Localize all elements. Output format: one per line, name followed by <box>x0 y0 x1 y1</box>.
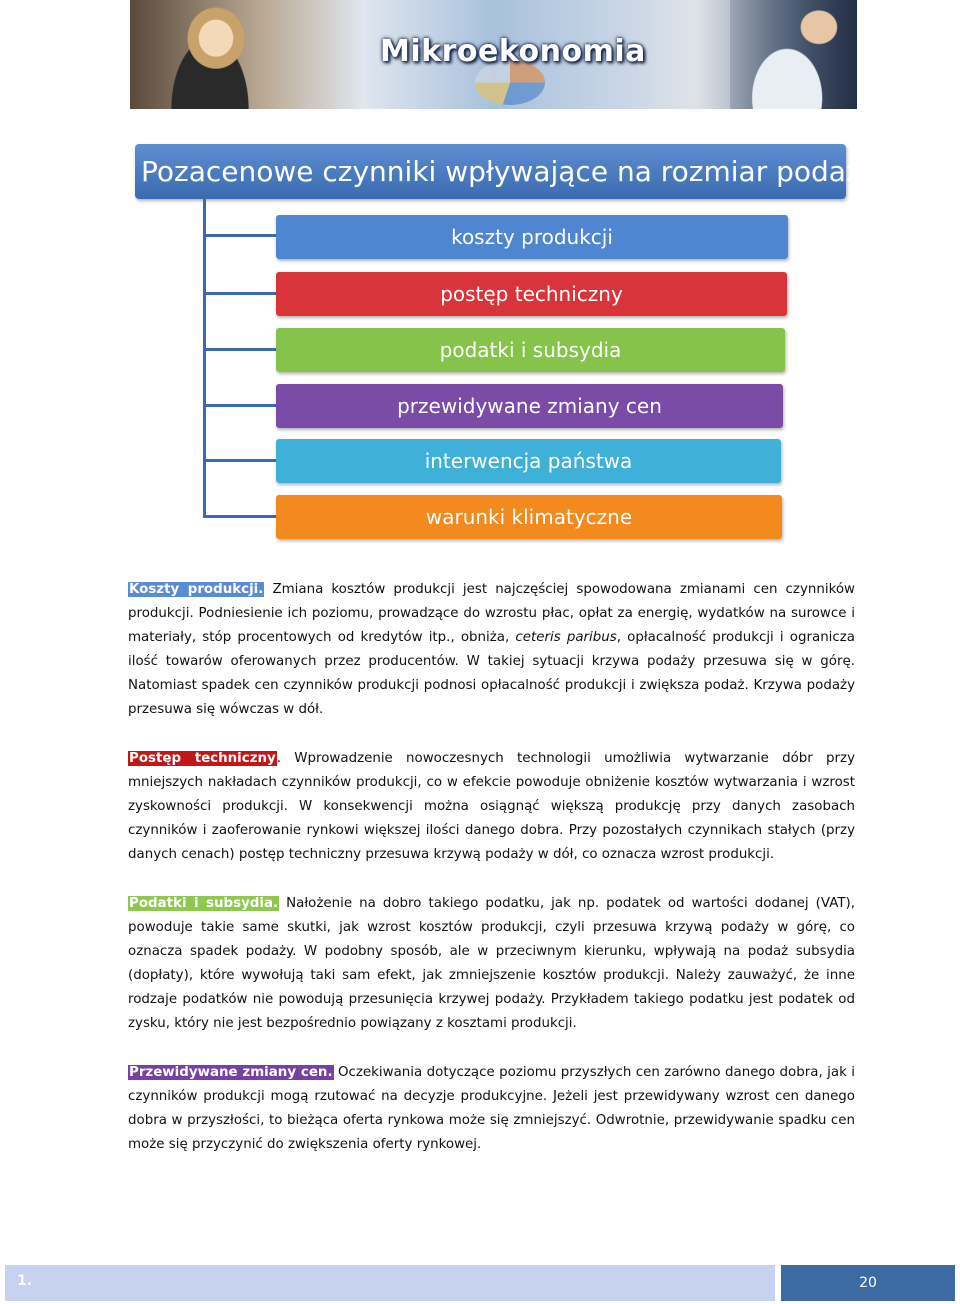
paragraph-text: Oczekiwania dotyczące poziomu przyszłych cen zarówno danego dobra, jak i czynników produkcji mogą rzutować na decyzje produkcyjne. Jeżeli jest przewidywany wzrost cen danego dobra w przyszłości, to bieżąca oferta rynkowa może się zmniejszyć. Odwrotnie, przewidywanie spadku cen może się przyczynić do zwiększenia oferty rynkowej. <box>128 1065 856 1153</box>
diagram-connector-trunk <box>203 199 206 518</box>
heading-podatki-subsydia: Podatki i subsydia. <box>129 896 279 911</box>
diagram-item-zmiany-cen: przewidywane zmiany cen <box>276 384 783 428</box>
heading-koszty-produkcji: Koszty produkcji. <box>129 582 264 597</box>
paragraph-koszty-produkcji <box>128 578 855 723</box>
footer-section-number: 1. <box>17 1273 33 1289</box>
diagram-connector <box>203 404 277 407</box>
diagram-item-koszty: koszty produkcji <box>276 215 788 259</box>
heading-postep-techniczny: Postęp techniczny <box>129 751 276 766</box>
banner-title: Mikroekonomia <box>380 34 646 69</box>
diagram-connector <box>203 348 277 351</box>
banner-photo-man <box>730 0 857 109</box>
diagram-item-postep: postęp techniczny <box>276 272 787 316</box>
diagram-item-podatki: podatki i subsydia <box>276 328 785 372</box>
diagram-connector <box>203 234 277 237</box>
page-number: 20 <box>781 1265 955 1301</box>
banner-photo-woman <box>150 0 270 109</box>
paragraph-text: . Wprowadzenie nowoczesnych technologii umożliwia wytwarzanie dóbr przy mniejszych nakładach czynników produkcji, co w efekcie powoduje obniżenie kosztów wytwarzania i wzrost zyskowności produkcji. W konsekwencji można osiągnąć większą produkcję przy danych zasobach czynników i zaoferowanie rynkowi większej ilości danego dobra. Przy pozostałych czynnikach stałych (przy danych cenach) postęp techniczny przesuwa krzywą podaży w dół, co oznacza wzrost produkcji. <box>128 751 855 863</box>
diagram-connector <box>203 292 277 295</box>
heading-przewidywane-zmiany: Przewidywane zmiany cen. <box>129 1065 333 1080</box>
diagram-item-interwencja: interwencja państwa <box>276 439 781 483</box>
italic-term: ceteris paribus <box>515 630 617 646</box>
diagram-connector <box>203 515 277 518</box>
paragraph-podatki-subsydia <box>128 892 855 1037</box>
paragraph-przewidywane-zmiany <box>128 1061 855 1157</box>
diagram-connector <box>203 459 277 462</box>
paragraph-postep-techniczny <box>128 747 855 867</box>
paragraph-text: , opłacalność produkcji i ogranicza ilość towarów oferowanych przez producentów. W takiej sytuacji krzywa podaży przesuwa się w górę. Natomiast spadek cen czynników produkcji podnosi opłacalność produkcji i zwiększa podaż. Krzywa podaży przesuwa się wówczas w dół. <box>128 630 856 718</box>
paragraph-text: Nałożenie na dobro takiego podatku, jak np. podatek od wartości dodanej (VAT), powoduje takie same skutki, jak wzrost kosztów produkcji, czyli przesuwa krzywą podaży w górę, co oznacza spadek podaży. W podobny sposób, ale w przeciwnym kierunku, wpływają na podaż subsydia (dopłaty), które wywołują taki sam efekt, jak zmniejszenie kosztów produkcji. Należy zauważyć, że inne rodzaje podatków nie powodują przesunięcia krzywej podaży. Przykładem takiego podatku jest podatek od zysku, który nie jest bezpośrednio powiązany z kosztami produkcji. <box>128 896 855 1032</box>
footer-bar <box>5 1265 775 1301</box>
paragraph-text: Zmiana kosztów produkcji jest najczęściej spowodowana zmianami cen czynników produkcji. Podniesienie ich poziomu, prowadzące do wzrostu płac, opłat za energię, wydatków na surowce i materiały, stóp procentowych od kredytów itp., obniża, <box>128 582 855 646</box>
header-banner <box>130 0 857 109</box>
diagram-title: Pozacenowe czynniki wpływające na rozmiar podaży <box>135 144 846 199</box>
diagram-item-warunki: warunki klimatyczne <box>276 495 782 539</box>
